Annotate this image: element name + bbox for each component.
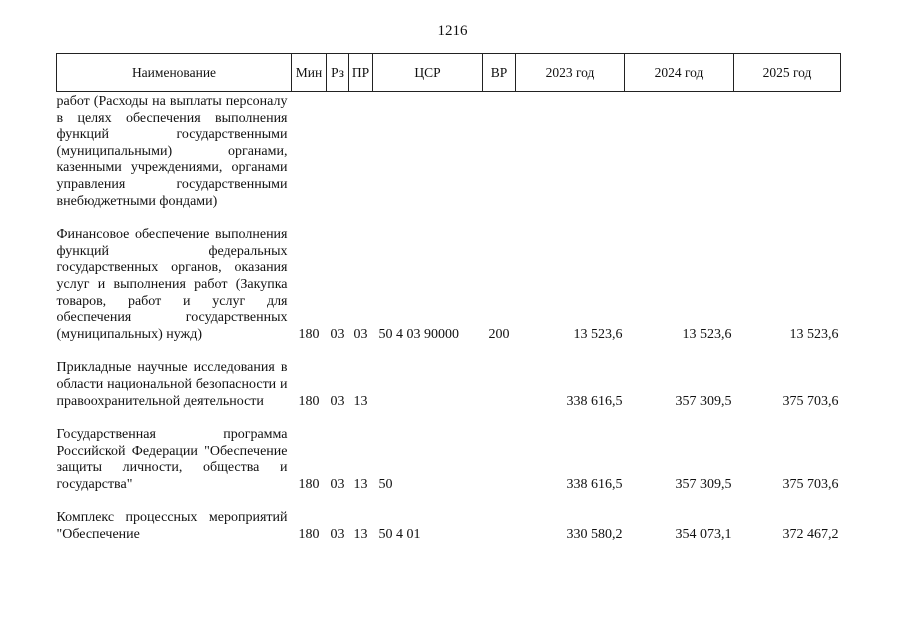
row-vr [483, 493, 516, 543]
row-2024: 354 073,1 [675, 527, 732, 543]
row-name: Государственная программа Российской Федерации "Обеспечение защиты личности, общества и государства" [56, 427, 288, 492]
row-rz: 03 [330, 527, 345, 543]
table-row [57, 92, 841, 211]
row-2023: 338 616,5 [566, 476, 623, 492]
table-row [57, 410, 841, 493]
row-name: работ (Расходы на выплаты персоналу в целях обеспечения выполнения функций государственными (муниципальными) органами, казенными учреждениями, органами управления государственными внебюджетными фондами) [56, 94, 288, 209]
row-csr: 50 4 01 [378, 527, 421, 543]
row-vr [483, 92, 516, 211]
row-csr: 50 [378, 476, 393, 492]
row-vr: 200 [488, 326, 510, 342]
row-2025: 13 523,6 [789, 326, 839, 342]
row-csr [373, 343, 483, 410]
header-2023: 2023 год [516, 54, 625, 92]
row-rz: 03 [330, 326, 345, 342]
table-row [57, 210, 841, 343]
header-min: Мин [292, 54, 327, 92]
row-pr: 03 [353, 326, 368, 342]
row-pr: 13 [353, 527, 368, 543]
row-pr: 13 [353, 476, 368, 492]
header-pr: ПР [349, 54, 373, 92]
row-vr [483, 410, 516, 493]
row-min: 180 [298, 476, 320, 492]
row-2024: 357 309,5 [675, 476, 732, 492]
row-2023: 330 580,2 [566, 527, 623, 543]
header-csr: ЦСР [373, 54, 483, 92]
row-min [292, 92, 327, 211]
row-min: 180 [298, 393, 320, 409]
header-2024: 2024 год [625, 54, 734, 92]
row-csr: 50 4 03 90000 [378, 326, 459, 342]
row-2024: 13 523,6 [682, 326, 732, 342]
row-pr [349, 92, 373, 211]
row-rz [327, 92, 349, 211]
row-2023: 13 523,6 [573, 326, 623, 342]
budget-table [56, 53, 841, 544]
row-2025: 375 703,6 [782, 393, 839, 409]
row-min: 180 [298, 326, 320, 342]
header-rz: Рз [327, 54, 349, 92]
header-name: Наименование [57, 54, 292, 92]
row-min: 180 [298, 527, 320, 543]
row-2025: 372 467,2 [782, 527, 839, 543]
row-name: Финансовое обеспечение выполнения функций федеральных государственных органов, оказания услуг и выполнения работ (Закупка товаров, работ и услуг для обеспечения государственных (муниципальных) нужд) [56, 227, 288, 342]
table-header-row [57, 54, 841, 92]
row-name: Прикладные научные исследования в области национальной безопасности и правоохранительной деятельности [56, 360, 288, 409]
row-2025: 375 703,6 [782, 476, 839, 492]
row-name: Комплекс процессных мероприятий "Обеспечение [56, 510, 288, 543]
row-2024: 357 309,5 [675, 393, 732, 409]
row-2025 [734, 92, 841, 211]
row-vr [483, 343, 516, 410]
row-pr: 13 [353, 393, 368, 409]
row-2023: 338 616,5 [566, 393, 623, 409]
header-2025: 2025 год [734, 54, 841, 92]
header-vr: ВР [483, 54, 516, 92]
page-number: 1216 [437, 23, 468, 39]
row-rz: 03 [330, 393, 345, 409]
row-2024 [625, 92, 734, 211]
table-row [57, 493, 841, 543]
row-2023 [516, 92, 625, 211]
table-row [57, 343, 841, 410]
row-rz: 03 [330, 476, 345, 492]
row-csr [373, 92, 483, 211]
